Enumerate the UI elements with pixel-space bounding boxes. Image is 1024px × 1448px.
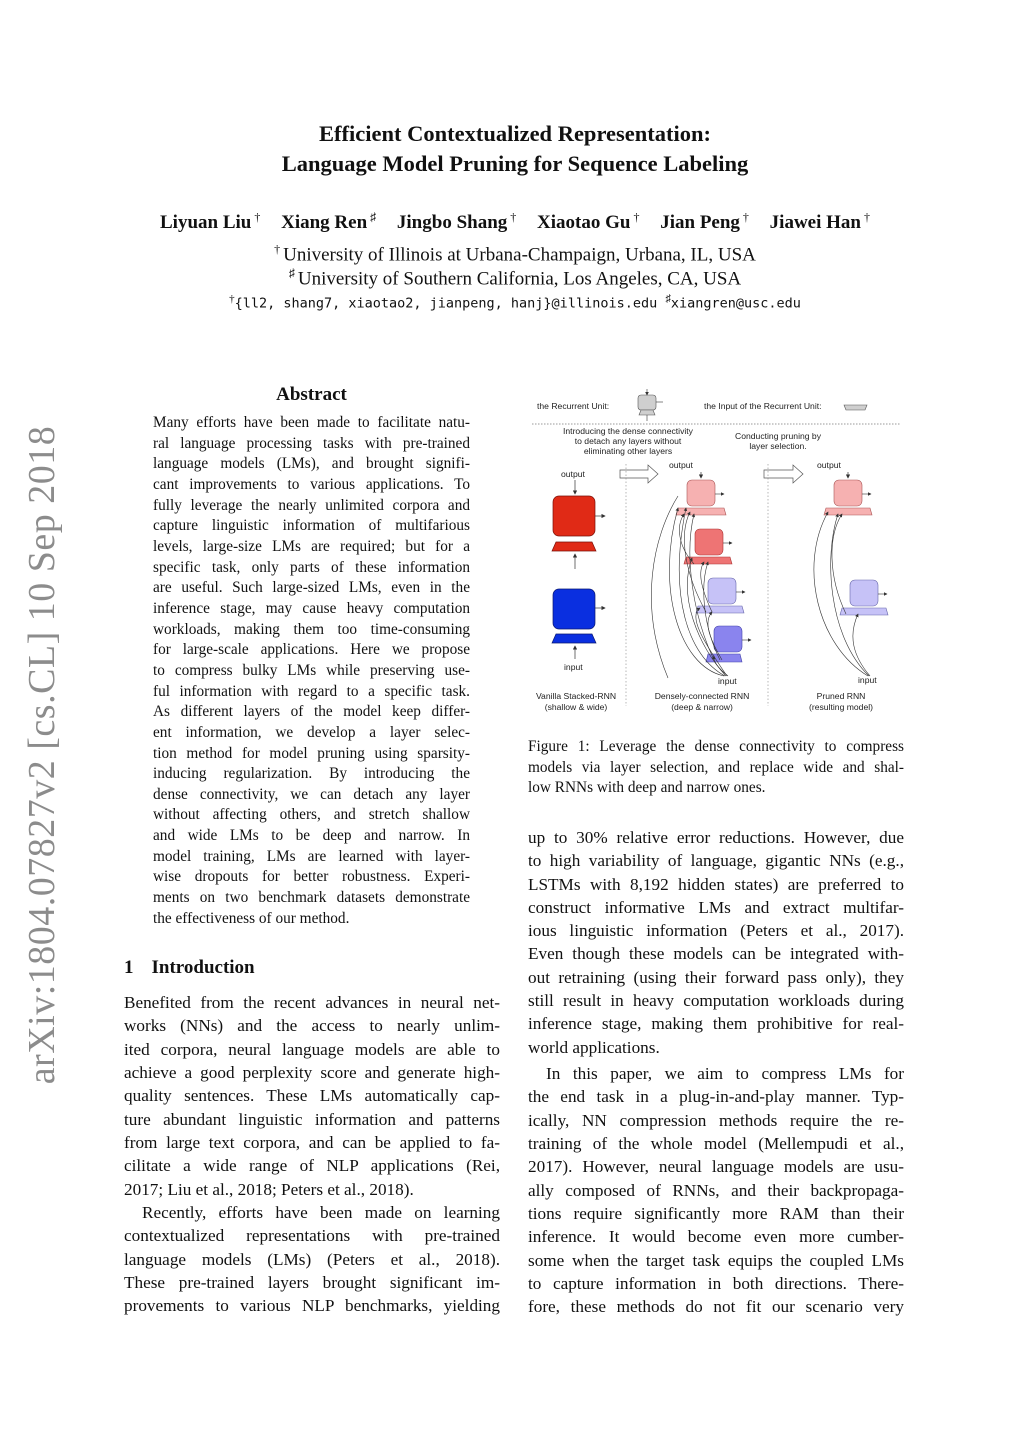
dense-layer-2: [684, 529, 732, 564]
panel3-output-label: output: [817, 460, 841, 470]
panel1-title: Vanilla Stacked-RNN: [535, 691, 617, 701]
author: Jian Peng †: [660, 210, 749, 234]
intro-paragraph-3: In this paper, we aim to compress LMs for the end task in a plug-in-and-play manner. Typ- ically, NN compression methods require the re- training of the whole model (Mellempudi et al., 2017). However, neural language models are usu- ally composed of RNNs, and their backpropaga- tions require significantly more RAM than their inference. It would become even more cumber- some when the target task equips the coupled LMs to capture information in both directions. There- fore, these methods do not fit our scenario very: [528, 1064, 904, 1317]
panel2-output-label: output: [669, 460, 693, 470]
legend-unit-icon: [638, 389, 663, 421]
legend-input-icon: [844, 405, 867, 410]
panel3-title: Pruned RNN: [816, 691, 866, 701]
email-usc[interactable]: xiangren@usc.edu: [670, 295, 801, 312]
panel1-output-label: output: [561, 469, 585, 479]
author-emails: †{ll2, shang7, xiaotao2, jianpeng, hanj}@illinois.edu ♯xiangren@usc.edu: [229, 293, 801, 312]
vanilla-layer-bottom: [552, 589, 605, 643]
dense-layer-3: [696, 578, 745, 613]
dense-layer-4: [706, 626, 751, 662]
author: Xiang Ren ♯: [281, 210, 377, 234]
vanilla-layer-top: [552, 496, 605, 551]
abstract-body: Many efforts have been made to facilitate natu- ral language processing tasks with pre-trained language models (LMs), and brought signifi- cant improvements to various applications. To fully leverage the nearly unlimited corpora and capture linguistic information of multifarious levels, large-size LMs are required; but for a specific task, only parts of these information are useful. Such large-sized LMs, even in the inference stage, may cause heavy computation workloads, making them too time-consuming for large-scale applications. Here we propose to compress bulky LMs while preserving use- ful information with regard to a specific task. As different layers of the model keep differ- ent information, we develop a layer selec- tion method for model pruning using sparsity- inducing regularization. By introducing the dense connectivity, we can detach any layer without affecting others, and stretch shallow and wide LMs to be deep and narrow. In model training, LMs are learned with layer- wise dropouts for better robustness. Experi- ments on two benchmark datasets demonstrate the effectiveness of our method.: [153, 414, 470, 927]
legend-unit-label: the Recurrent Unit:: [537, 401, 610, 411]
author: Jingbo Shang †: [396, 210, 517, 234]
note-dense-line-3: eliminating other layers: [583, 446, 673, 456]
note-dense-line-1: Introducing the dense connectivity: [563, 426, 693, 436]
affiliation-uiuc: † University of Illinois at Urbana-Champaign, Urbana, IL, USA: [274, 242, 756, 266]
panel3-input-label: input: [858, 675, 877, 685]
note-dense-line-2: to detach any layers without: [574, 436, 682, 446]
author: Xiaotao Gu †: [537, 210, 640, 234]
author: Liyuan Liu †: [160, 210, 261, 234]
section-heading-introduction: 1 Introduction: [124, 957, 255, 978]
intro-paragraph-2: Recently, efforts have been made on learning contextualized representations with pre-trained language models (LMs) (Peters et al., 2018). These pre-trained layers brought significant im- provements to various NLP benchmarks, yielding: [124, 1203, 500, 1316]
panel3-subtitle: (resulting model): [809, 702, 873, 712]
figure-1: [528, 386, 904, 718]
pruned-layer-top: [824, 480, 872, 515]
affiliation-usc: ♯ University of Southern California, Los Angeles, CA, USA: [288, 266, 742, 290]
dense-layer-1: [676, 480, 726, 515]
panel2-title: Densely-connected RNN: [654, 691, 750, 701]
title-line-2: Language Model Pruning for Sequence Labeling: [281, 151, 749, 176]
panel1-subtitle: (shallow & wide): [544, 702, 608, 712]
note-prune-line-1: Conducting pruning by: [735, 431, 821, 441]
abstract-heading: Abstract: [276, 384, 347, 405]
pruned-layer-bottom: [840, 580, 888, 615]
arxiv-id: arXiv:1804.07827v2 [cs.CL] 10 Sep 2018: [21, 425, 63, 1085]
arxiv-stamp: [12, 425, 72, 1085]
paper-title: [120, 119, 910, 179]
panel2-subtitle: (deep & narrow): [671, 702, 733, 712]
author-list: [100, 210, 930, 234]
panel1-input-label: input: [564, 662, 583, 672]
title-line-1: Efficient Contextualized Representation:: [318, 121, 712, 146]
intro-paragraph-1: Benefited from the recent advances in neural net- works (NNs) and the access to nearly unlim- ited corpora, neural language models are able to achieve a good perplexity score and generate high- quality sentences. These LMs automatically cap- ture abundant linguistic information and patterns from large text corpora, and can be applied to fa- cilitate a wide range of NLP applications (Rei, 2017; Liu et al., 2018; Peters et al., 2018).: [124, 993, 500, 1199]
figure-1-caption: Figure 1: Leverage the dense connectivity to compress models via layer selection, and replace wide and shal- low RNNs with deep and narrow ones.: [528, 738, 904, 797]
note-prune-line-2: layer selection.: [749, 441, 807, 451]
intro-paragraph-2-continued: up to 30% relative error reductions. However, due to high variability of language, gigantic NNs (e.g., LSTMs with 8,192 hidden states) are preferred to construct informative LMs and extract multifar- ious linguistic information (Peters et al., 2017). Even though these models can be integrated with- out retraining (using their forward pass only), they still result in heavy computation workloads during inference stage, making them prohibitive for real- world applications.: [528, 828, 904, 1057]
email-illinois[interactable]: {ll2, shang7, xiaotao2, jianpeng, hanj}@illinois.edu: [234, 295, 658, 312]
legend-input-label: the Input of the Recurrent Unit:: [704, 401, 822, 411]
author: Jiawei Han †: [769, 210, 870, 234]
panel2-input-label: input: [718, 676, 737, 686]
